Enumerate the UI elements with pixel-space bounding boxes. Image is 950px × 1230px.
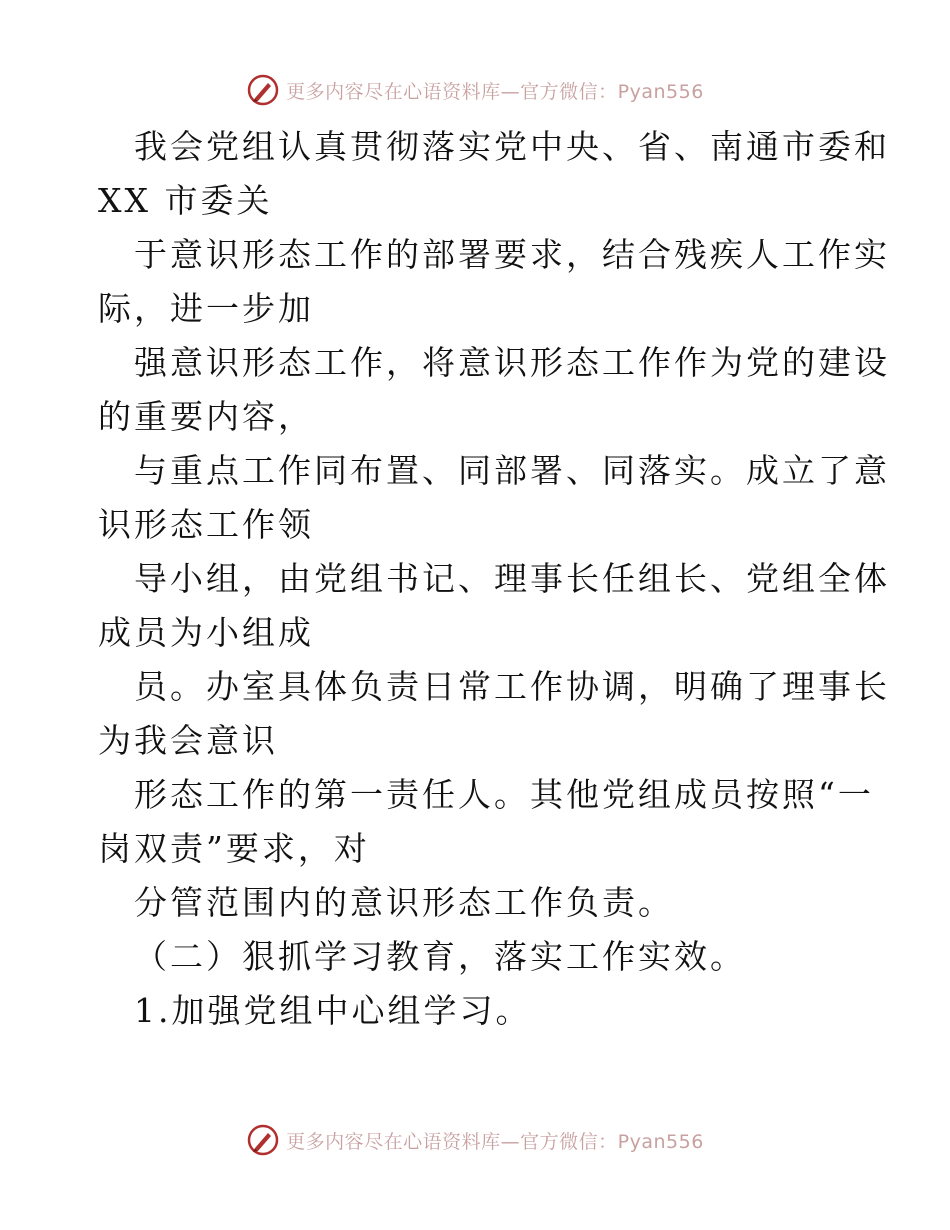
pen-logo-icon bbox=[246, 1123, 280, 1157]
watermark-text: 更多内容尽在心语资料库—官方微信：Pyan556 bbox=[286, 80, 704, 103]
text-line: 成员为小组成 bbox=[98, 613, 314, 652]
text-line: 我会党组认真贯彻落实党中央、省、南通市委和 bbox=[134, 127, 890, 166]
subsection-heading: 1.加强党组中心组学习。 bbox=[134, 991, 532, 1030]
text-line: 导小组，由党组书记、理事长任组长、党组全体 bbox=[134, 559, 890, 598]
pen-logo-icon bbox=[246, 73, 280, 107]
watermark-text: 更多内容尽在心语资料库—官方微信：Pyan556 bbox=[286, 1130, 704, 1153]
watermark-footer bbox=[0, 1120, 950, 1160]
text-line: 员。办室具体负责日常工作协调，明确了理事长 bbox=[134, 667, 890, 706]
text-line: XX 市委关 bbox=[98, 181, 273, 220]
text-line: 形态工作的第一责任人。其他党组成员按照“一 bbox=[134, 775, 874, 814]
text-line: 识形态工作领 bbox=[98, 505, 314, 544]
text-line: 的重要内容， bbox=[98, 397, 314, 436]
text-line: 际，进一步加 bbox=[98, 289, 314, 328]
text-line: 分管范围内的意识形态工作负责。 bbox=[134, 883, 674, 922]
section-heading: （二）狠抓学习教育，落实工作实效。 bbox=[134, 937, 746, 976]
text-line: 为我会意识 bbox=[98, 721, 278, 760]
text-line: 岗双责”要求，对 bbox=[98, 829, 370, 868]
text-line: 与重点工作同布置、同部署、同落实。成立了意 bbox=[134, 451, 890, 490]
document-body bbox=[98, 120, 890, 1038]
text-line: 强意识形态工作，将意识形态工作作为党的建设 bbox=[134, 343, 890, 382]
watermark-header bbox=[0, 70, 950, 110]
text-line: 于意识形态工作的部署要求，结合残疾人工作实 bbox=[134, 235, 890, 274]
